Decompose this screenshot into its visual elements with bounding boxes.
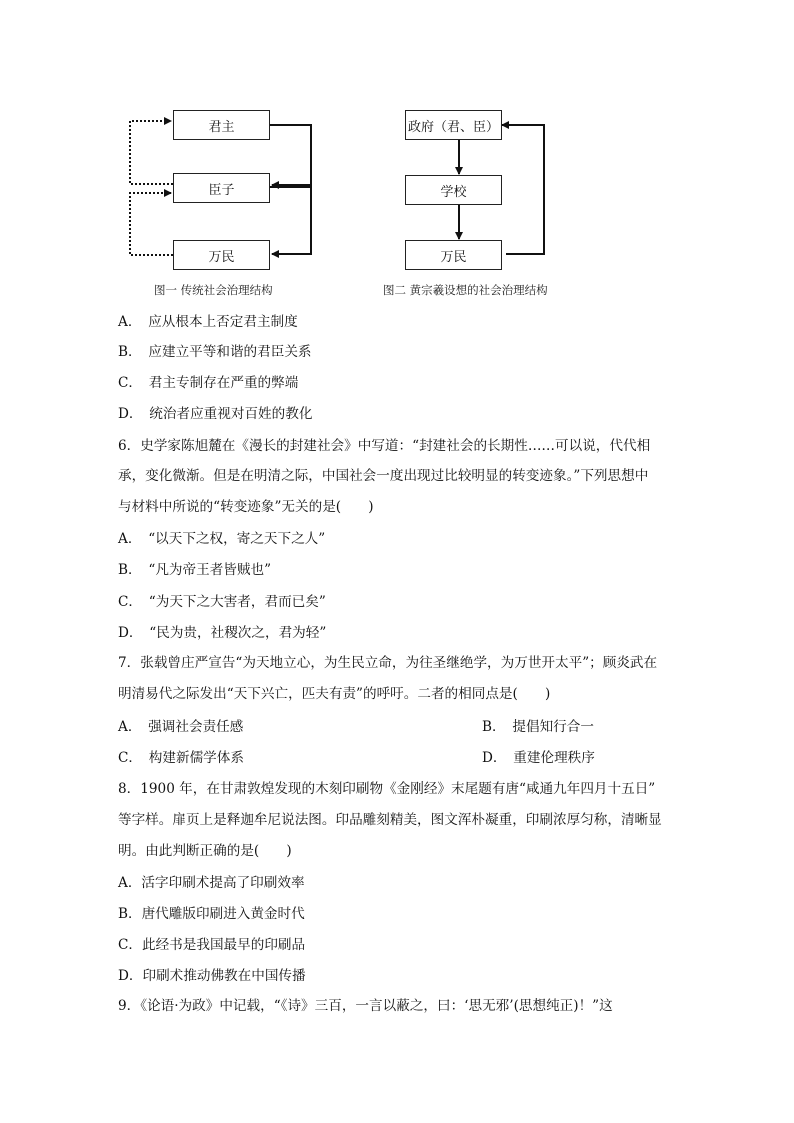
q6-stem-line-3: 与材料中所说的“转变迹象”无关的是( ) [118,499,374,515]
q7-option-d: D． 重建伦理秩序 [482,750,595,766]
q7-option-a: A． 强调社会责任感 [118,719,244,735]
q6-stem-line-1: 6．史学家陈旭麓在《漫长的封建社会》中写道：“封建社会的长期性……可以说，代代相 [118,438,651,454]
q8-option-c: C．此经书是我国最早的印刷品 [118,937,306,953]
q7-options-row-1 [118,717,688,737]
q5-option-b: B． 应建立平等和谐的君臣关系 [118,344,312,360]
q6-option-c: C． “为天下之大害者，君而已矣” [118,594,326,610]
q6-stem-line-2: 承，变化微渐。但是在明清之际，中国社会一度出现过比较明显的转变迹象。”下列思想中 [118,468,649,484]
q7-option-c: C． 构建新儒学体系 [118,750,244,766]
q8-stem-line-1: 8．1900 年，在甘肃敦煌发现的木刻印刷物《金刚经》末尾题有唐“咸通九年四月十五日” [118,781,656,797]
q6-option-b: B． “凡为帝王者皆贼也” [118,562,272,578]
figure1-dotted-arrows [130,121,173,255]
q8-option-b: B．唐代雕版印刷进入黄金时代 [118,906,305,922]
figure2-node-government: 政府（君、臣） [405,110,502,140]
figure1-node-monarch: 君主 [173,110,270,140]
figure1-node-people: 万民 [173,240,270,270]
figure1-node-officials: 臣子 [173,173,270,203]
q7-option-b: B． 提倡知行合一 [482,719,594,735]
q6-option-a: A． “以天下之权，寄之天下之人” [118,531,326,547]
diagrams [0,0,794,310]
q8-option-a: A．活字印刷术提高了印刷效率 [118,875,305,891]
figure2-node-people: 万民 [405,240,502,270]
q9-stem-line-1: 9．《论语·为政》中记载，“《诗》三百，一言以蔽之，曰：‘思无邪’(思想纯正)！”这 [118,998,613,1014]
q7-stem-line-2: 明清易代之际发出“天下兴亡，匹夫有责”的呼吁。二者的相同点是( ) [118,686,551,702]
diagram-arrows [0,0,794,310]
q5-option-d: D． 统治者应重视对百姓的教化 [118,406,313,422]
q5-option-c: C． 君主专制存在严重的弊端 [118,375,299,391]
q7-stem-line-1: 7．张载曾庄严宣告“为天地立心，为生民立命，为往圣继绝学，为万世开太平”；顾炎武在 [118,655,658,671]
figure1-caption: 图一 传统社会治理结构 [154,283,273,297]
q8-stem-line-2: 等字样。扉页上是释迦牟尼说法图。印品雕刻精美，图文浑朴凝重，印刷浓厚匀称，清晰显 [118,812,662,828]
figure1-solid-arrows [270,125,311,254]
figure2-caption: 图二 黄宗羲设想的社会治理结构 [383,283,548,297]
q8-stem-line-3: 明。由此判断正确的是( ) [118,843,292,859]
q7-options-row-2 [118,748,688,768]
figure2-node-school: 学校 [405,175,502,205]
q5-option-a: A． 应从根本上否定君主制度 [118,314,298,330]
q6-option-d: D． “民为贵，社稷次之，君为轻” [118,625,327,641]
q8-option-d: D．印刷术推动佛教在中国传播 [118,968,306,984]
